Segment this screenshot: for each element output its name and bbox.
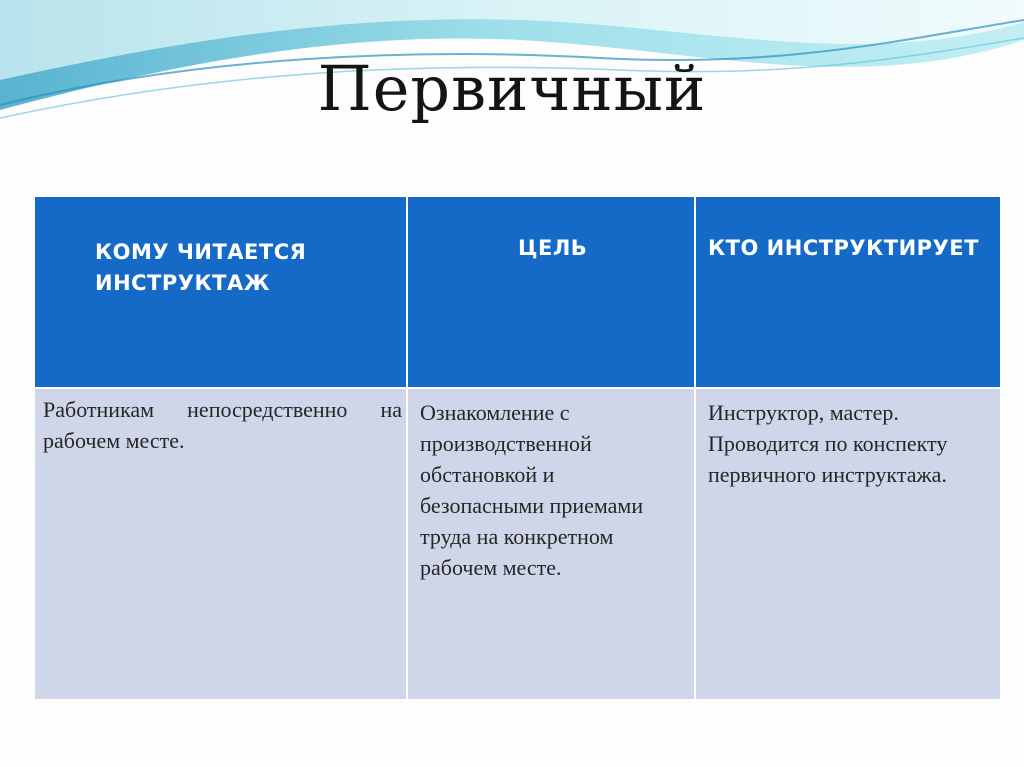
briefing-table <box>33 195 1002 701</box>
header-instructor: КТО ИНСТРУКТИРУЕТ <box>695 196 1001 388</box>
table-header-row <box>34 196 1001 388</box>
cell-goal: Ознакомление с производственной обстановкой и безопасными приемами труда на конкретном рабочем месте. <box>407 388 695 700</box>
slide-title: Первичный <box>317 52 707 125</box>
table-row <box>34 388 1001 700</box>
cell-who: Работникам непосредственно на рабочем месте. <box>34 388 407 700</box>
header-who: КОМУ ЧИТАЕТСЯ ИНСТРУКТАЖ <box>34 196 407 388</box>
cell-instructor: Инструктор, мастер. Проводится по конспекту первичного инструктажа. <box>695 388 1001 700</box>
header-goal: ЦЕЛЬ <box>407 196 695 388</box>
